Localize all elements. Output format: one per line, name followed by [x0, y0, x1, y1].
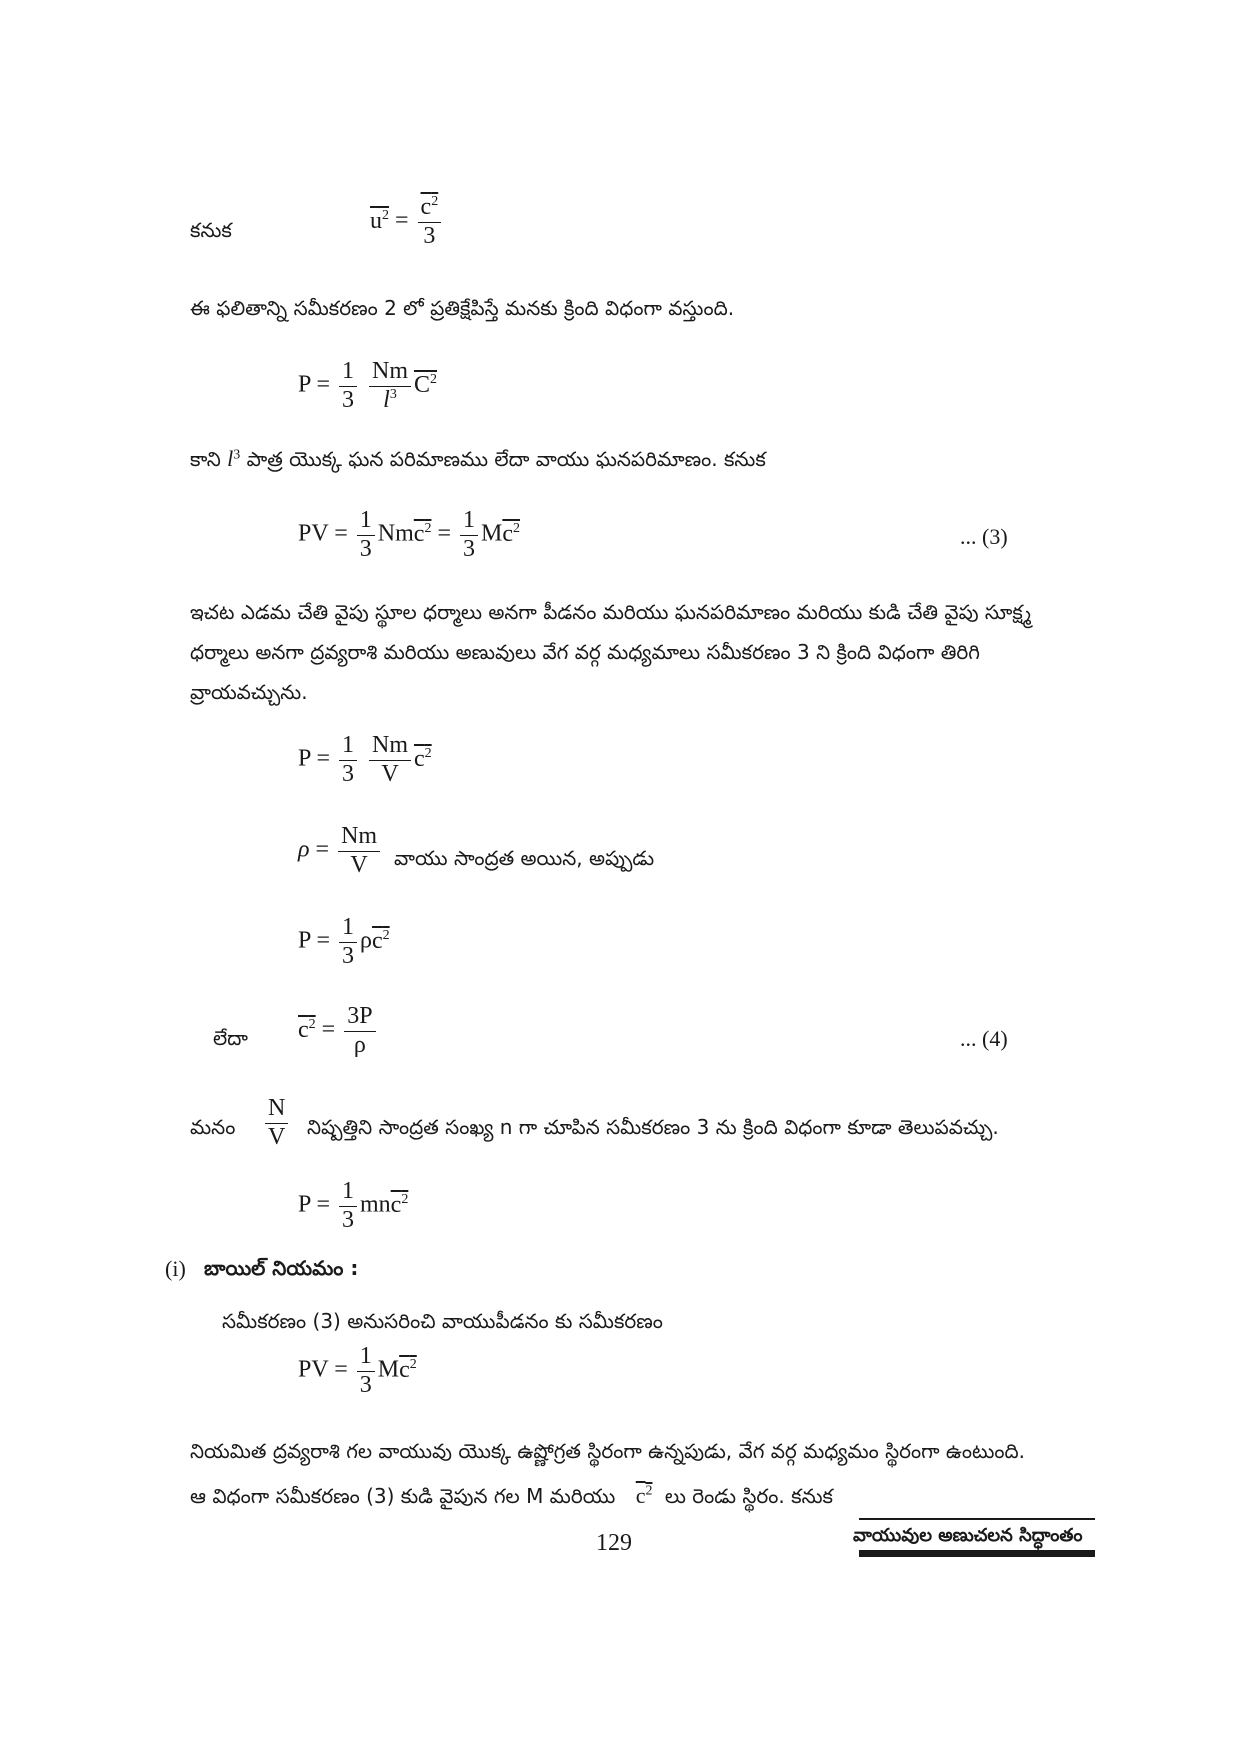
text-number-density: నిష్పత్తిని సాంద్రత సంఖ్య n గా చూపిన సమీకరణం 3 ను క్రింది విధంగా కూడా తెలుపవచ్చు. [307, 1115, 999, 1139]
text-m-and-c2-constant: ఆ విధంగా సమీకరణం (3) కుడి వైపున గల M మరియు $c^2$ లు రెండు స్థిరం. కనుక [190, 1483, 833, 1508]
equation-p-nm-v: P = $\frac{1}{3}$ $\frac{Nm}{V}$ $c^2$ [298, 732, 432, 787]
equation-number-4: ... (4) [960, 1026, 1008, 1051]
section-title-boyle-law: బాయిల్ నియమం : [204, 1256, 359, 1280]
equation-pv-3: PV = $\frac{1}{3}$ Nmc$^2$ = $\frac{1}{3}$ Mc$^2$ [298, 507, 520, 562]
text-rho-density-note: వాయు సాంద్రత అయిన, అప్పుడు [394, 846, 655, 870]
fraction-n-over-v: $\frac{N}{V}$ [262, 1095, 291, 1151]
text-constant-temperature: నియమిత ద్రవ్యరాశి గల వాయువు యొక్క ఉష్ణోగ్రత స్థిరంగా ఉన్నపుడు, వేగ వర్గ మధ్యమం స్థిరంగా ఉంటుంది. [190, 1439, 1026, 1463]
equation-p-nm-l3: P = $\frac{1}{3}$ $\frac{Nm}{l^3}$ $C^2$ [298, 358, 438, 413]
text-l3-description: పాత్ర యొక్క ఘన పరిమాణము లేదా వాయు ఘనపరిమాణం. కనుక [246, 447, 766, 471]
footer-chapter-title: వాయువుల అణుచలన సిద్ధాంతం [853, 1525, 1083, 1546]
text-kaani: కాని [190, 447, 221, 471]
text-boyle-intro: సమీకరణం (3) అనుసరించి వాయుపీడనం కు సమీకరణం [222, 1309, 663, 1333]
text-kanuka-1: కనుక [190, 218, 232, 242]
section-number: (i) [165, 1256, 186, 1281]
equation-p-rho-c2: P = $\frac{1}{3}$ $\rho c^2$ [298, 914, 390, 969]
page-number: 129 [596, 1530, 632, 1556]
text-l3-volume-line: కాని $l^3$ పాత్ర యొక్క ఘన పరిమాణము లేదా వాయు ఘనపరిమాణం. కనుక [190, 446, 766, 471]
text-last2-part-b: లు రెండు స్థిరం. కనుక [664, 1484, 833, 1508]
text-manam: మనం [190, 1115, 236, 1139]
text-last2-part-a: ఆ విధంగా సమీకరణం (3) కుడి వైపున గల M మరియు [190, 1484, 616, 1508]
equation-rho-nm-v: ρ = $\frac{Nm}{V}$ [298, 823, 383, 879]
equation-pv-mc2: PV = $\frac{1}{3}$ Mc$^2$ [298, 1343, 417, 1398]
equation-c2-3p-rho: $c^2$ = $\frac{3P}{\rho}$ [298, 1003, 379, 1059]
equation-u2-c2-over-3: $u^2$ = $\frac{c^2}{3}$ [370, 194, 444, 250]
paragraph-macro-micro-properties: ఇచట ఎడమ చేతి వైపు స్థూల ధర్మాలు అనగా పీడనం మరియు ఘనపరిమాణం మరియు కుడి చేతి వైపు సూక్ష్మ ధర్మాలు అనగా ద్రవ్యరాశి మరియు అణువులు వేగ వర్గ మధ్యమాలు సమీకరణం 3 ని క్రింది విధంగా తిరిగి వ్రాయవచ్చును. [190, 600, 1032, 704]
equation-p-mnc2: P = $\frac{1}{3}$ mnc$^2$ [298, 1178, 409, 1233]
text-ledaa: లేదా [213, 1026, 248, 1050]
footer-rule-top [859, 1518, 1095, 1520]
equation-number-3: ... (3) [960, 524, 1008, 549]
text-substitute-eq2: ఈ ఫలితాన్ని సమీకరణం 2 లో ప్రతిక్షేపిస్తే మనకు క్రింది విధంగా వస్తుంది. [190, 296, 735, 320]
footer-rule-bottom [859, 1550, 1095, 1557]
